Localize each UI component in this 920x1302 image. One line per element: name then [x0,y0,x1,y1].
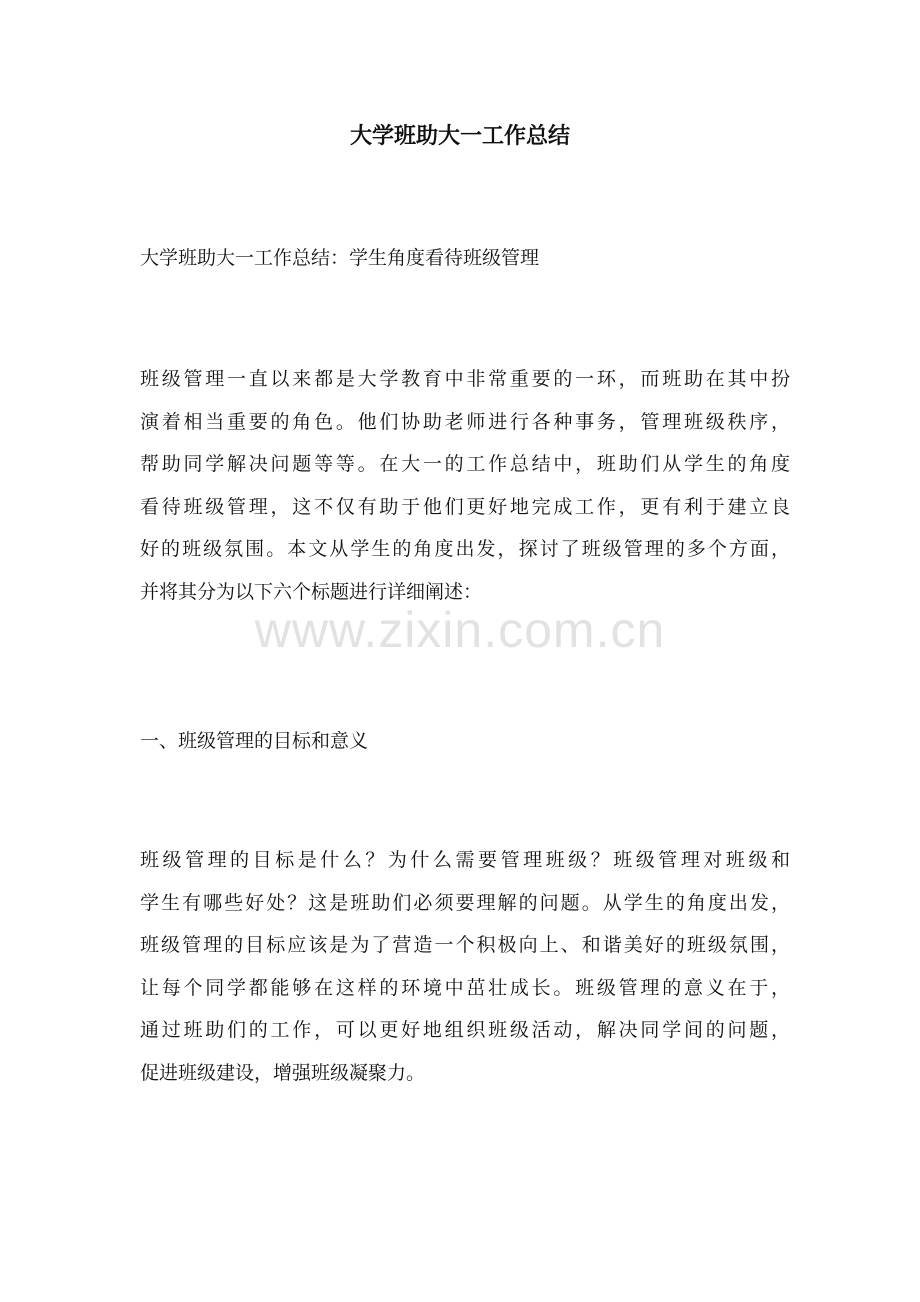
section-line: 班级管理的目标应该是为了营造一个积极向上、和谐美好的班级氛围， [140,934,790,956]
section-line: 通过班助们的工作，可以更好地组织班级活动，解决同学间的问题， [140,1019,790,1041]
intro-line: 班级管理一直以来都是大学教育中非常重要的一环，而班助在其中扮 [140,368,790,390]
intro-line: 帮助同学解决问题等等。在大一的工作总结中，班助们从学生的角度 [140,453,790,475]
section-paragraph [140,839,790,1094]
section-line: 让每个同学都能够在这样的环境中茁壮成长。班级管理的意义在于， [140,976,790,999]
intro-line: 好的班级氛围。本文从学生的角度出发，探讨了班级管理的多个方面， [140,538,790,560]
document-subtitle: 大学班助大一工作总结：学生角度看待班级管理 [140,247,540,269]
section-line: 学生有哪些好处？这是班助们必须要理解的问题。从学生的角度出发， [140,891,790,914]
section-line: 班级管理的目标是什么？为什么需要管理班级？班级管理对班级和 [140,849,790,871]
watermark: www.zixin.com.cn [254,602,666,658]
section-heading: 一、班级管理的目标和意义 [140,730,369,752]
section-line: 促进班级建设，增强班级凝聚力。 [140,1061,426,1084]
document-title: 大学班助大一工作总结 [349,123,570,149]
intro-line: 演着相当重要的角色。他们协助老师进行各种事务，管理班级秩序， [140,410,790,433]
intro-paragraph [140,358,790,613]
intro-line: 看待班级管理，这不仅有助于他们更好地完成工作，更有利于建立良 [140,495,790,518]
intro-line: 并将其分为以下六个标题进行详细阐述： [140,580,483,603]
